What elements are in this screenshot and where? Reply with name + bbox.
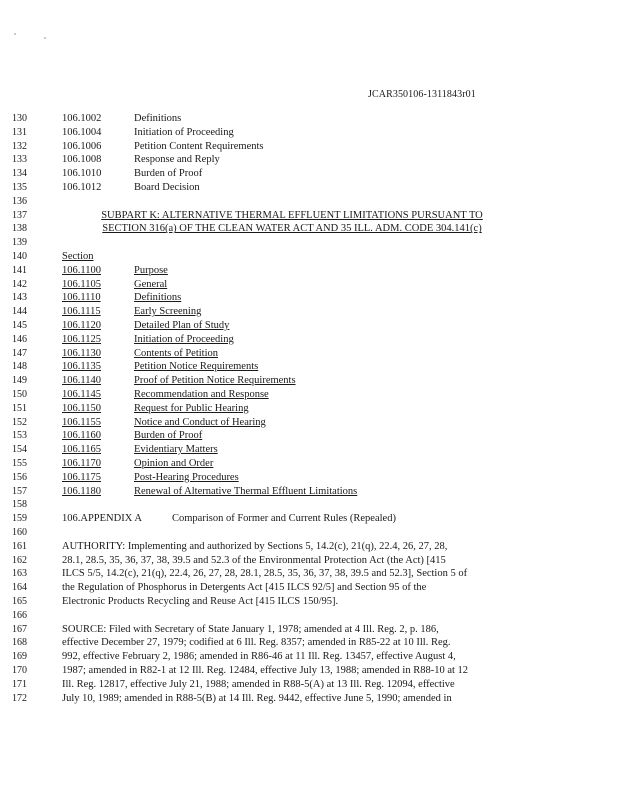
line-number: 151 [12,402,27,414]
toc-row [0,443,620,456]
line-number: 168 [12,637,27,649]
section-number: 106.1165 [62,444,101,456]
section-number: 106.1130 [62,347,101,359]
authority-text: 28.1, 28.5, 35, 36, 37, 38, 39.5 and 52.3 of the Environmental Protection Act (the Act) [415 [62,554,446,566]
section-number: 106.1120 [62,320,101,331]
line-number: 137 [12,209,27,221]
section-number: 106.1002 [62,113,102,124]
toc-row [0,388,620,401]
source-line [0,623,620,636]
authority-text: the Regulation of Phosphorus in Detergents Act [415 ILCS 92/5] and Section 95 of the [62,582,427,594]
line-number: 170 [12,665,27,676]
section-title: Opinion and Order [134,458,214,469]
subpart-heading: SECTION 316(a) OF THE CLEAN WATER ACT AND 35 ILL. ADM. CODE 304.141(c) [102,223,482,235]
section-title: Renewal of Alternative Thermal Effluent Limitations [134,485,358,497]
authority-line [0,595,620,608]
authority-line [0,581,620,594]
source-text: July 10, 1989; amended in R88-5(B) at 14 Ill. Reg. 9442, effective June 5, 1990; amended in [62,692,452,704]
authority-line [0,567,620,580]
source-line [0,678,620,691]
toc-row [0,429,620,442]
line-number: 156 [12,471,27,483]
scan-speck [44,37,46,39]
line-number: 155 [12,458,27,469]
line-number: 159 [12,513,27,525]
source-line [0,692,620,705]
line-number: 133 [12,154,27,166]
blank-line [0,609,620,622]
line-number: 130 [12,113,27,124]
section-column-header: Section [62,251,94,262]
section-number: 106.1125 [62,333,101,345]
line-number: 149 [12,375,27,387]
section-number: 106.1155 [62,416,101,428]
toc-row [0,140,620,153]
authority-text: AUTHORITY: Implementing and authorized by Sections 5, 14.2(c), 21(q), 22.4, 26, 27, 28, [62,540,448,552]
line-number: 172 [12,692,27,704]
line-number: 154 [12,444,27,456]
line-number: 157 [12,485,27,497]
toc-row [0,360,620,373]
section-title: General [134,278,168,290]
section-title: Petition Content Requirements [134,140,264,152]
subpart-heading-line-1 [0,209,620,222]
toc-row [0,374,620,387]
line-number: 134 [12,168,27,180]
section-title: Early Screening [134,306,202,318]
line-number: 131 [12,126,27,138]
section-title: Response and Reply [134,154,220,166]
source-text: SOURCE: Filed with Secretary of State January 1, 1978; amended at 4 Ill. Reg. 2, p. 186, [62,623,439,635]
line-number: 166 [12,609,27,621]
line-number: 146 [12,333,27,345]
section-title: Proof of Petition Notice Requirements [134,375,296,387]
line-number: 152 [12,416,27,428]
line-number: 167 [12,623,27,635]
subpart-heading-line-2 [0,222,620,235]
blank-line [0,498,620,511]
section-title: Burden of Proof [134,168,203,180]
line-number: 142 [12,278,27,290]
document-id: JCAR350106-1311843r01 [368,89,476,100]
toc-row [0,471,620,484]
blank-line [0,195,620,208]
line-number: 143 [12,292,27,304]
source-line [0,664,620,677]
authority-line [0,554,620,567]
line-number: 169 [12,651,27,663]
section-title: Burden of Proof [134,430,203,442]
appendix-row [0,512,620,525]
section-number: 106.1012 [62,182,102,193]
line-number: 158 [12,499,27,511]
section-title: Notice and Conduct of Hearing [134,416,266,428]
line-number: 171 [12,678,27,690]
blank-line [0,236,620,249]
line-number: 162 [12,554,27,566]
section-number: 106.1008 [62,154,102,166]
authority-text: Electronic Products Recycling and Reuse Act [415 ILCS 150/95]. [62,596,339,607]
section-number: 106.1115 [62,306,101,318]
section-number: 106.1110 [62,292,101,304]
line-number: 148 [12,361,27,373]
source-line [0,650,620,663]
section-title: Board Decision [134,182,200,193]
line-number: 160 [12,527,27,538]
section-number: 106.1105 [62,278,101,290]
section-number: 106.1010 [62,168,102,180]
section-title: Initiation of Proceeding [134,333,234,345]
line-number: 163 [12,568,27,580]
source-text: Ill. Reg. 12817, effective July 21, 1988; amended in R88-5(A) at 13 Ill. Reg. 12094, effective [62,678,455,690]
line-number: 138 [12,223,27,235]
toc-row [0,457,620,470]
section-number: 106.1140 [62,375,101,387]
section-title: Petition Notice Requirements [134,361,259,373]
line-number: 144 [12,306,27,318]
toc-row [0,167,620,180]
section-number: 106.1135 [62,361,101,373]
line-number: 150 [12,389,27,400]
line-number: 165 [12,596,27,607]
section-title: Evidentiary Matters [134,444,218,456]
toc-row [0,291,620,304]
toc-row [0,485,620,498]
section-title: Definitions [134,113,182,124]
toc-row [0,402,620,415]
section-title: Request for Public Hearing [134,402,249,414]
section-number: 106.1004 [62,126,102,138]
line-number: 140 [12,251,27,262]
line-number: 136 [12,195,27,207]
section-number: 106.1160 [62,430,101,442]
line-number: 135 [12,182,27,193]
section-number: 106.1150 [62,402,101,414]
line-number: 141 [12,264,27,276]
section-number: 106.1145 [62,389,101,400]
toc-row [0,112,620,125]
section-title: Post-Hearing Procedures [134,471,239,483]
toc-row [0,181,620,194]
toc-row [0,416,620,429]
appendix-title: Comparison of Former and Current Rules (Repealed) [172,513,396,525]
source-text: 992, effective February 2, 1986; amended in R86-46 at 11 Ill. Reg. 13457, effective August 4, [62,651,456,663]
section-title: Initiation of Proceeding [134,126,234,138]
line-number: 145 [12,320,27,331]
toc-row [0,264,620,277]
blank-line [0,526,620,539]
section-number: 106.1180 [62,485,101,497]
scan-speck [14,33,16,35]
section-number: 106.1170 [62,458,101,469]
section-title: Recommendation and Response [134,389,269,400]
source-text: effective December 27, 1979; codified at 6 Ill. Reg. 8357; amended in R85-22 at 10 Ill. Reg. [62,637,451,649]
authority-text: ILCS 5/5, 14.2(c), 21(q), 22.4, 26, 27, 28, 28.1, 28.5, 35, 36, 37, 38, 39.5 and 52.3], Section 5 of [62,568,468,580]
section-title: Contents of Petition [134,347,218,359]
line-number: 132 [12,140,27,152]
line-number: 161 [12,540,27,552]
line-number: 139 [12,237,27,249]
toc-row [0,305,620,318]
line-number: 153 [12,430,27,442]
section-title: Detailed Plan of Study [134,320,230,331]
subpart-heading: SUBPART K: ALTERNATIVE THERMAL EFFLUENT LIMITATIONS PURSUANT TO [101,209,483,221]
appendix-label: 106.APPENDIX A [62,513,142,525]
toc-row [0,333,620,346]
source-text: 1987; amended in R82-1 at 12 Ill. Reg. 12484, effective July 13, 1988; amended in R88-10 at 12 [62,665,469,676]
section-header-row [0,250,620,263]
toc-row [0,126,620,139]
toc-row [0,347,620,360]
source-line [0,636,620,649]
section-number: 106.1100 [62,264,101,276]
toc-row [0,319,620,332]
line-number: 164 [12,582,27,594]
toc-row [0,278,620,291]
authority-line [0,540,620,553]
section-number: 106.1006 [62,140,102,152]
line-number: 147 [12,347,27,359]
section-title: Definitions [134,292,182,304]
section-number: 106.1175 [62,471,101,483]
section-title: Purpose [134,264,168,276]
toc-row [0,153,620,166]
